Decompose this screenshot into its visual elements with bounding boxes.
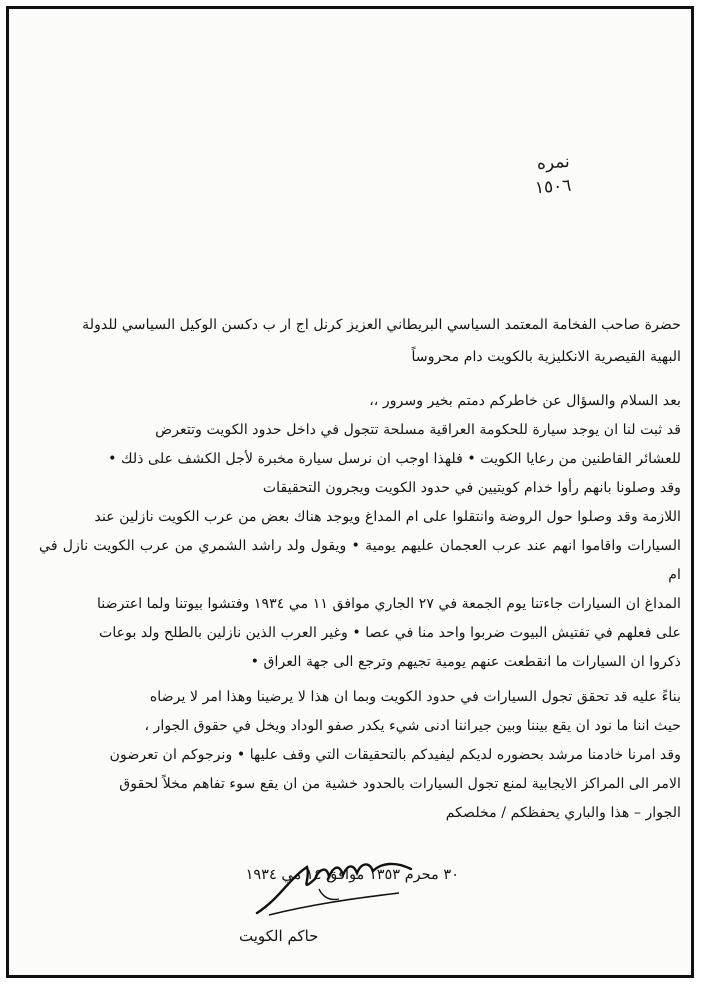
text-line: قد ثبت لنا ان يوجد سيارة للحكومة العراقية مسلحة تتجول في داخل حدود الكويت وتتعرض <box>155 422 681 438</box>
text-line: بعد السلام والسؤال عن خاطركم دمتم بخير وسرور ،، <box>369 393 681 409</box>
text-line: الجوار – هذا والباري يحفظكم / مخلصكم <box>445 805 681 821</box>
text-line: ذكروا ان السيارات ما انقطعت عنهم يومية تجيهم وترجع الى جهة العراق • <box>250 654 681 670</box>
text-line: الامر الى المراكز الايجابية لمنع تجول السيارات بالحدود خشية من ان يقع سوء تفاهم مخلاً لحقوق <box>119 776 681 792</box>
letter-body <box>39 309 681 828</box>
text-line: المداغ ان السيارات جاءتنا يوم الجمعة في ٢٧ الجاري موافق ١١ مي ١٩٣٤ وفتشوا بيوتنا ولما اعترضنا <box>96 596 681 612</box>
address-line: البهية القيصرية الانكليزية بالكويت دام محروساً <box>411 349 681 365</box>
signatory-title: حاكم الكويت <box>239 927 319 945</box>
letter-address <box>39 309 681 373</box>
letter-page <box>6 6 694 978</box>
text-line: بناءً عليه قد تحقق تجول السيارات في حدود الكويت وبما ان هذا لا يرضينا وهذا امر لا يرضاه <box>149 689 681 705</box>
text-line: على فعلهم في تفتيش البيوت ضربوا واحد منا في عصا • وغير العرب الذين نازلين بالطلح ولد بوعات <box>98 625 681 641</box>
text-line: حيث اننا ما نود ان يقع بيننا وبين جيراننا ادنى شيء يكدر صفو الوداد ويخل في حقوق الجوار ، <box>144 718 681 734</box>
signature-image <box>249 849 419 919</box>
reference-number <box>533 150 573 200</box>
text-line: اللازمة وقد وصلوا حول الروضة وانتقلوا على ام المداغ ويوجد هناك بعض من عرب الكويت نازلين عند <box>94 509 681 525</box>
text-line: السيارات واقاموا انهم عند عرب العجمان عليهم يومية • ويقول ولد راشد الشمري من عرب الكويت نازل في ام <box>39 538 681 583</box>
signature-scribble-icon <box>249 849 419 919</box>
paragraph <box>39 387 681 677</box>
text-line: للعشائر القاطنين من رعايا الكويت • فلهذا اوجب ان نرسل سيارة مخبرة لأجل الكشف على ذلك • <box>108 451 681 467</box>
reference-label: نمره <box>536 151 571 175</box>
address-line: حضرة صاحب الفخامة المعتمد السياسي البريطاني العزيز كرنل اج ار ب دكسن الوكيل السياسي للدولة <box>82 317 681 333</box>
paragraph <box>39 683 681 828</box>
date-line: ٣٠ محرم ١٣٥٣ موافق ١٤ مي ١٩٣٤ <box>245 867 459 883</box>
text-line: وقد وصلونا بانهم رأوا خدام كويتيين في حدود الكويت ويجرون التحقيقات <box>262 480 681 496</box>
reference-value: ١٥٠٦ <box>534 175 573 199</box>
text-line: وقد امرنا خادمنا مرشد بحضوره لديكم ليفيدكم بالتحقيقات التي وقف عليها • ونرجوكم ان تعرضون <box>109 747 681 763</box>
